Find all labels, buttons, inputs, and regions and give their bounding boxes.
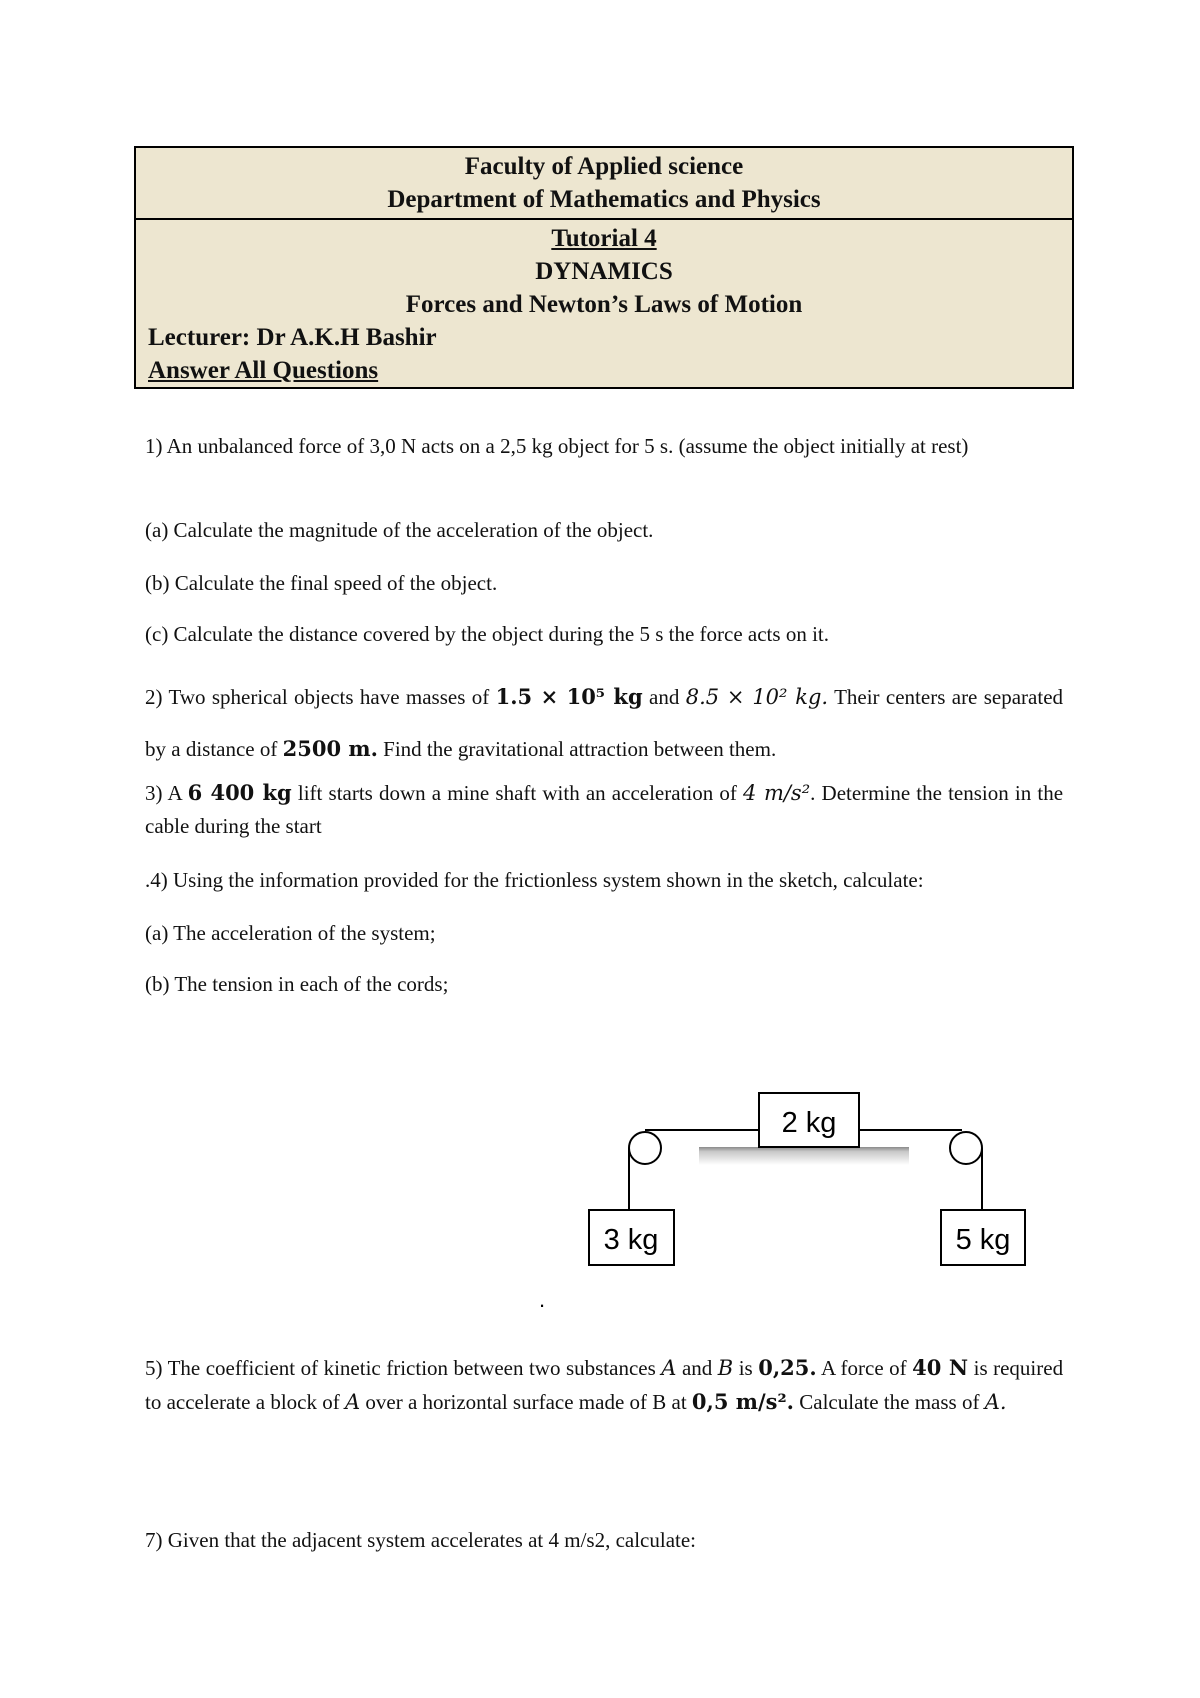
q5-mid: is required to accelerate a block of — [145, 1356, 1064, 1414]
q5-mu: 0,25. — [758, 1355, 817, 1380]
q2-distance: 2500 m. — [282, 736, 378, 761]
faculty-name: Faculty of Applied science — [464, 153, 744, 180]
table-surface — [699, 1147, 909, 1165]
q5-and: and — [681, 1356, 713, 1380]
q2-mass-2: 8.5 × 10² kg. — [685, 685, 829, 709]
block-2kg-label: 2 kg — [781, 1107, 837, 1139]
q2-and: and — [649, 685, 680, 709]
right-pulley — [950, 1132, 982, 1164]
q2-prefix: 2) Two spherical objects have masses of — [145, 685, 490, 709]
department-name: Department of Mathematics and Physics — [387, 186, 821, 213]
q3-prefix: 3) A — [145, 781, 182, 805]
question-4a: (a) The acceleration of the system; — [145, 921, 436, 945]
q5-suffix: Calculate the mass of — [799, 1390, 980, 1414]
question-1a: (a) Calculate the magnitude of the acceleration of the object. — [145, 518, 654, 542]
q3-mid: lift starts down a mine shaft with an acceleration of — [297, 781, 737, 805]
q5-mid2: over a horizontal surface made of B at — [365, 1390, 687, 1414]
q3-accel: 4 m/s² — [743, 781, 811, 805]
question-7: 7) Given that the adjacent system accelerates at 4 m/s2, calculate: — [145, 1528, 697, 1552]
question-4b: (b) The tension in each of the cords; — [145, 972, 449, 996]
question-1c: (c) Calculate the distance covered by the object during the 5 s the force acts on it. — [145, 622, 829, 646]
block-3kg-label: 3 kg — [603, 1224, 659, 1256]
subtitle: Forces and Newton’s Laws of Motion — [405, 291, 803, 318]
block-5kg-label: 5 kg — [955, 1224, 1011, 1256]
topic-title: DYNAMICS — [535, 258, 673, 285]
q5-prefix: 5) The coefficient of kinetic friction between two substances — [145, 1356, 656, 1380]
question-1b: (b) Calculate the final speed of the object. — [145, 571, 498, 595]
question-1: 1) An unbalanced force of 3,0 N acts on a 2,5 kg object for 5 s. (assume the object initially at rest) — [145, 434, 969, 458]
question-5 — [145, 1351, 1063, 1419]
instruction: Answer All Questions — [148, 357, 379, 384]
q3-suffix: . Determine the tension in the cable during the start — [145, 781, 1064, 838]
q5-substance-a3: A. — [984, 1390, 1007, 1414]
stray-dot: . — [538, 1287, 546, 1312]
left-pulley — [629, 1132, 661, 1164]
q5-substance-a2: A — [344, 1390, 361, 1414]
q5-accel: 0,5 m/s². — [691, 1389, 794, 1414]
q5-substance-b: B — [717, 1356, 734, 1380]
q2-mid: Their centers are separated by a distance of — [145, 685, 1064, 761]
q5-substance-a: A — [661, 1356, 677, 1380]
q5-force: 40 N — [912, 1355, 969, 1380]
q3-mass: 6 400 kg — [187, 780, 292, 805]
tutorial-title: Tutorial 4 — [551, 225, 657, 252]
q5-is: is — [738, 1356, 753, 1380]
q2-suffix: Find the gravitational attraction between them. — [383, 737, 777, 761]
lecturer: Lecturer: Dr A.K.H Bashir — [148, 324, 437, 351]
q5-forcetext: A force of — [821, 1356, 907, 1380]
q2-mass-1: 1.5 × 10⁵ kg — [495, 684, 643, 709]
question-4: .4) Using the information provided for the frictionless system shown in the sketch, calculate: — [145, 868, 924, 892]
